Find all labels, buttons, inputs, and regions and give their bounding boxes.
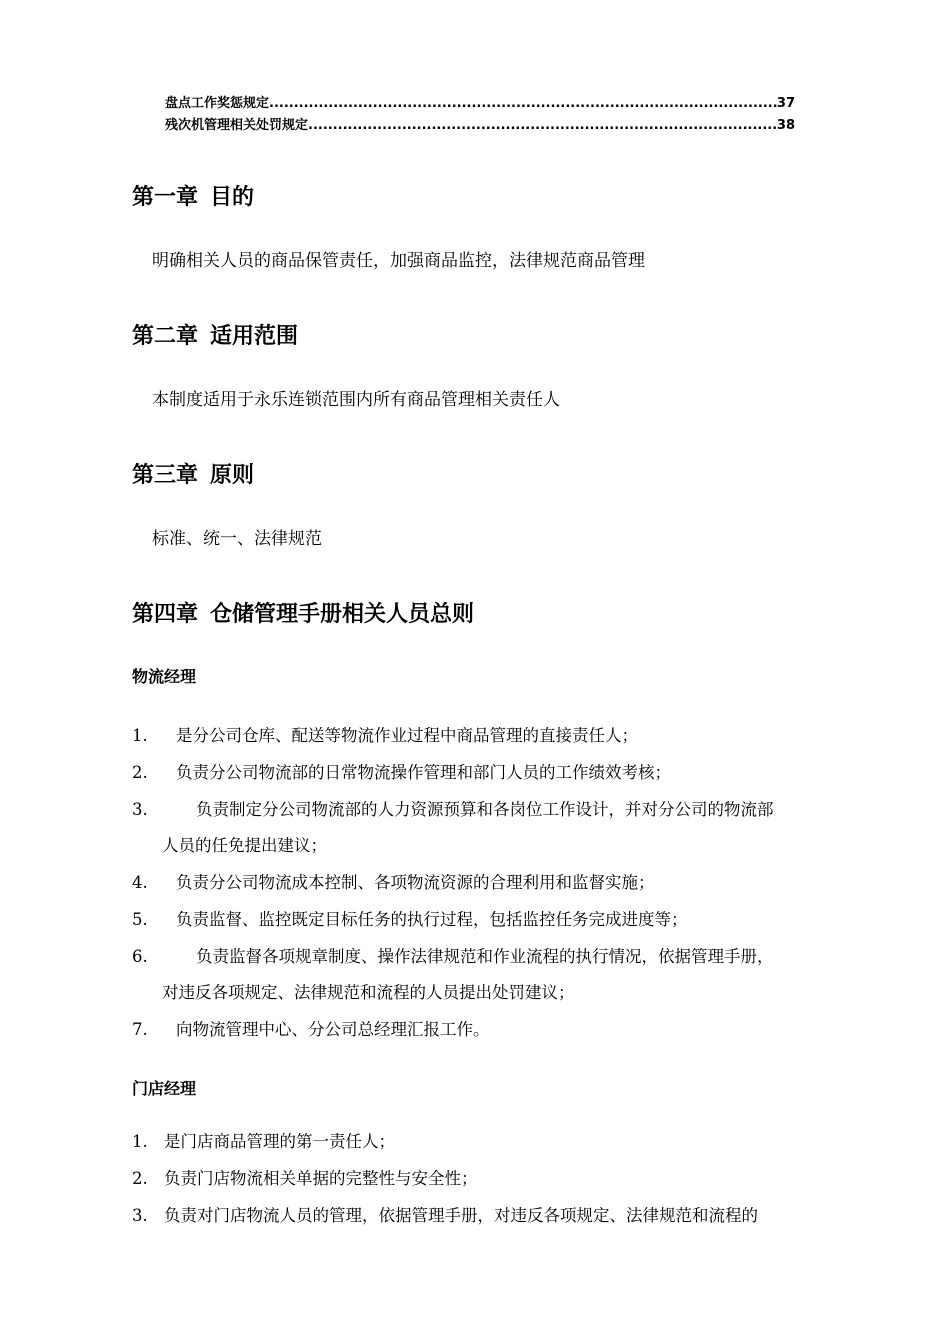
item-number: 7. [132, 1020, 148, 1039]
item-number: 4. [132, 873, 148, 892]
chapter-number: 第一章 [132, 185, 199, 210]
chapter-title: 适用范围 [210, 324, 299, 349]
list-item [132, 901, 872, 938]
chapter-body: 明确相关人员的商品保管责任，加强商品监控，法律规范商品管理 [152, 251, 645, 271]
item-number: 3. [132, 800, 148, 819]
item-number: 1. [132, 726, 148, 745]
item-text: 负责分公司物流成本控制、各项物流资源的合理利用和监督实施； [176, 873, 655, 892]
toc-entry[interactable] [165, 92, 795, 114]
item-text: 负责制定分公司物流部的人力资源预算和各岗位工作设计，并对分公司的物流部 [196, 800, 774, 819]
table-of-contents [165, 92, 795, 136]
item-text: 负责监督各项规章制度、操作法律规范和作业流程的执行情况，依据管理手册， [196, 947, 774, 966]
list-item [132, 1011, 872, 1048]
chapter-heading [132, 180, 254, 211]
list-item [132, 754, 872, 791]
list-item [132, 791, 872, 864]
item-text: 负责分公司物流部的日常物流操作管理和部门人员的工作绩效考核； [176, 763, 671, 782]
toc-entry[interactable] [165, 114, 795, 136]
item-text: 是门店商品管理的第一责任人； [164, 1132, 395, 1151]
chapter-title: 仓储管理手册相关人员总则 [210, 602, 475, 627]
chapter-number: 第三章 [132, 463, 199, 488]
item-text: 是分公司仓库、配送等物流作业过程中商品管理的直接责任人； [176, 726, 638, 745]
list-item [132, 1197, 872, 1234]
item-text: 负责监督、监控既定目标任务的执行过程，包括监控任务完成进度等； [176, 910, 688, 929]
item-text-continued: 对违反各项规定、法律规范和流程的人员提出处罚建议； [162, 983, 575, 1002]
item-number: 2. [132, 763, 148, 782]
toc-leader-dots [269, 96, 777, 111]
item-text-continued: 人员的任免提出建议； [162, 836, 327, 855]
toc-entry-page: 37 [776, 96, 795, 111]
chapter-heading [132, 597, 474, 628]
chapter-number: 第四章 [132, 602, 199, 627]
item-number: 6. [132, 947, 148, 966]
chapter-heading [132, 458, 254, 489]
chapter-number: 第二章 [132, 324, 199, 349]
chapter-heading [132, 319, 298, 350]
section-heading: 门店经理 [132, 1079, 197, 1098]
item-number: 1. [132, 1132, 148, 1151]
item-text: 负责对门店物流人员的管理，依据管理手册，对违反各项规定、法律规范和流程的 [164, 1206, 758, 1225]
logistics-manager-duties [132, 717, 872, 1048]
list-item [132, 938, 872, 1011]
item-number: 2. [132, 1169, 148, 1188]
list-item [132, 717, 872, 754]
toc-leader-dots [308, 118, 777, 133]
list-item [132, 1123, 872, 1160]
store-manager-duties [132, 1123, 872, 1234]
item-text: 向物流管理中心、分公司总经理汇报工作。 [176, 1020, 490, 1039]
list-item [132, 864, 872, 901]
chapter-title: 目的 [210, 185, 255, 210]
chapter-body: 本制度适用于永乐连锁范围内所有商品管理相关责任人 [152, 390, 560, 410]
item-number: 3. [132, 1206, 148, 1225]
toc-entry-title: 残次机管理相关处罚规定 [165, 118, 309, 133]
chapter-body: 标准、统一、法律规范 [152, 529, 322, 549]
section-heading: 物流经理 [132, 667, 197, 686]
toc-entry-title: 盘点工作奖惩规定 [165, 96, 270, 111]
chapter-title: 原则 [210, 463, 255, 488]
list-item [132, 1160, 872, 1197]
toc-entry-page: 38 [776, 118, 795, 133]
item-text: 负责门店物流相关单据的完整性与安全性； [164, 1169, 478, 1188]
item-number: 5. [132, 910, 148, 929]
